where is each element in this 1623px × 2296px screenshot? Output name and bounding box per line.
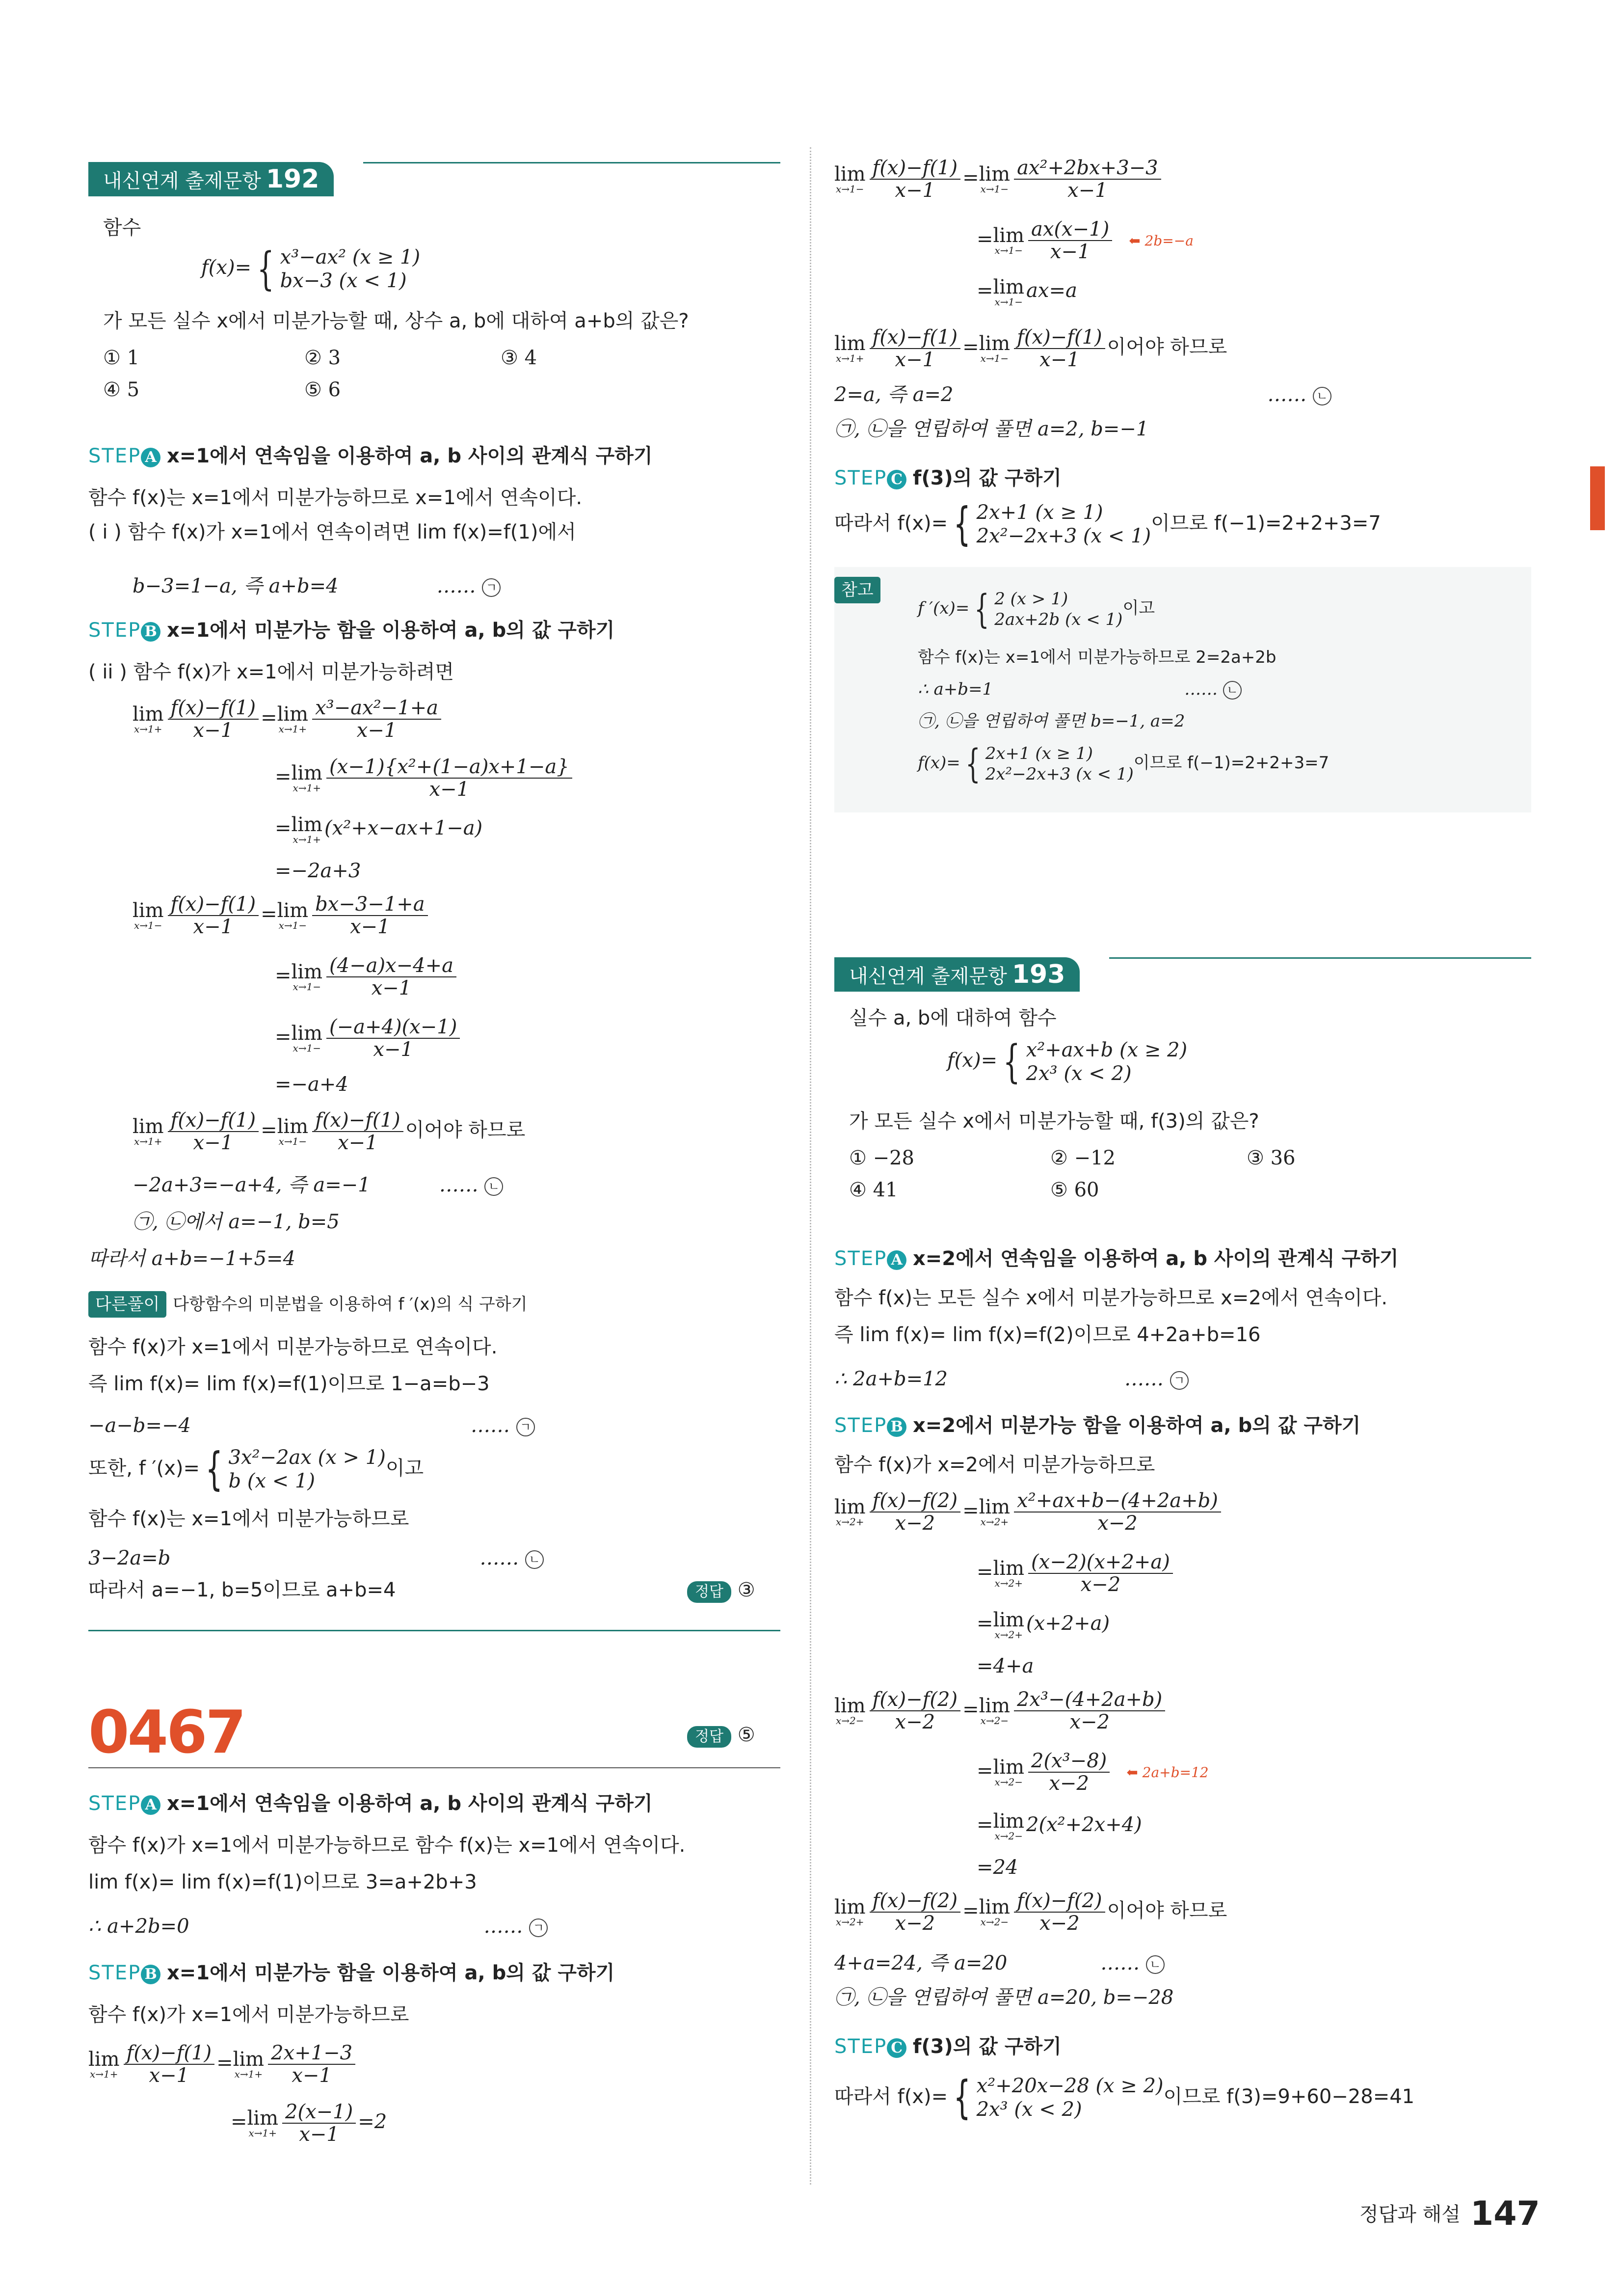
section-divider xyxy=(88,1767,780,1768)
problem-question: 가 모든 실수 x에서 미분가능할 때, 상수 a, b에 대하여 a+b의 값은? xyxy=(103,310,689,332)
text-line: 함수 f(x)는 모든 실수 x에서 미분가능하므로 x=2에서 연속이다. xyxy=(834,1287,1388,1309)
text-line: 즉 lim f(x)= lim f(x)=f(2)이므로 4+2a+b=16 xyxy=(834,1324,1261,1346)
equation-line: lim x→2− $\frac{f(x)-f(2)}{x-2}$ = lim x→2− $\frac{\text{2x³−(4+2a+b)}}{x-2}$ xyxy=(834,1689,1167,1733)
text-line: 따라서 a=−1, b=5이므로 a+b=4 xyxy=(88,1579,396,1601)
text-line: −2a+3=−a+4, 즉 a=−1 …… ㄴ xyxy=(133,1173,503,1197)
text-line: 따라서 f(x)= { x²+20x−28 (x ≥ 2) 2x³ (x < 2)이므로 f(3)=9+60−28=41 xyxy=(834,2071,1415,2124)
text-line: 4+a=24, 즉 a=20 …… ㄴ xyxy=(834,1951,1165,1975)
choice-2: ② −12 xyxy=(1050,1147,1116,1169)
equation-line: = lim x→2+ $\frac{(x-2)(x+2+a)}{x-2}$ xyxy=(977,1551,1175,1595)
equation-line: = lim x→2− 2(x²+2x+4) xyxy=(977,1810,1142,1842)
answer-192: 정답 ③ xyxy=(687,1578,755,1603)
text-line: 함수 f(x)는 x=1에서 미분가능하므로 xyxy=(88,1508,409,1530)
step-a-heading: STEP A x=1에서 연속임을 이용하여 a, b 사이의 관계식 구하기 xyxy=(88,1792,653,1815)
choice-1: ① −28 xyxy=(849,1147,914,1169)
text-line: 3−2a=b …… ㄴ xyxy=(88,1546,544,1570)
choice-1: ① 1 xyxy=(103,347,140,369)
section-divider xyxy=(88,1630,780,1631)
problem-question: 가 모든 실수 x에서 미분가능할 때, f(3)의 값은? xyxy=(849,1110,1259,1133)
text-line: 함수 f(x)가 x=1에서 미분가능하므로 xyxy=(88,2003,409,2026)
equation-line: lim x→1− $\frac{f(x)-f(1)}{x-1}$ = lim x→1− $\frac{\text{ax²+2bx+3−3}}{x-1}$ xyxy=(834,157,1163,201)
text-line: 따라서 a+b=−1+5=4 xyxy=(88,1247,296,1270)
equation-line: = lim x→2− $\frac{\text{2(x³−8)}}{x-2}$ ⬅ 2a+b=12 xyxy=(977,1750,1209,1795)
text-line: 함수 f(x)가 x=1에서 미분가능하므로 함수 f(x)는 x=1에서 연속이다. xyxy=(88,1834,686,1857)
equation-line: =−a+4 xyxy=(275,1073,348,1096)
text-line: 함수 f(x)는 x=1에서 미분가능하므로 x=1에서 연속이다. xyxy=(88,486,583,509)
problem-number-0467: 0467 xyxy=(88,1699,244,1767)
choice-4: ④ 5 xyxy=(103,378,140,401)
equation-line: = lim x→1− ax=a xyxy=(977,276,1077,308)
step-b-heading: STEP B x=1에서 미분가능 함을 이용하여 a, b의 값 구하기 xyxy=(88,1962,615,1984)
reference-badge: 참고 xyxy=(834,577,880,603)
equation-line: = lim x→1+ (x²+x−ax+1−a) xyxy=(275,813,483,845)
text-line: 또한, f ′(x)= { 3x²−2ax (x > 1) b (x < 1)이고 xyxy=(88,1443,424,1495)
text-line: −a−b=−4 …… ㄱ xyxy=(88,1414,535,1437)
equation-line: lim x→1− $\frac{f(x)-f(1)}{x-1}$ = lim x→1− $\frac{bx-3-1+a}{x-1}$ xyxy=(133,893,430,938)
equation-line: =24 xyxy=(977,1856,1018,1879)
text-line: ㉠, ㉡을 연립하여 풀면 a=2, b=−1 xyxy=(834,418,1149,440)
text-line: ∴ a+b=1 …… ㄴ xyxy=(918,677,1242,701)
equation-line: = lim x→1+ $\frac{2(x-1)}{x-1}$ =2 xyxy=(231,2101,387,2146)
piecewise-function: f(x)= { x³−ax² (x ≥ 1) bx−3 (x < 1) xyxy=(201,243,421,295)
text-line: ∴ a+2b=0 …… ㄱ xyxy=(88,1915,548,1938)
text-line: lim f(x)= lim f(x)=f(1)이므로 3=a+2b+3 xyxy=(88,1871,477,1893)
text-line: b−3=1−a, 즉 a+b=4 …… ㄱ xyxy=(133,574,501,598)
step-a-heading: STEP A x=2에서 연속임을 이용하여 a, b 사이의 관계식 구하기 xyxy=(834,1247,1399,1270)
choice-2: ② 3 xyxy=(304,347,341,369)
choice-5: ⑤ 60 xyxy=(1050,1179,1099,1201)
text-line: ( ii ) 함수 f(x)가 x=1에서 미분가능하려면 xyxy=(88,661,454,683)
equation-line: = lim x→1− $\frac{(4-a)x-4+a}{x-1}$ xyxy=(275,955,458,999)
text-line: 함수 f(x)가 x=2에서 미분가능하므로 xyxy=(834,1454,1155,1476)
step-b-heading: STEP B x=2에서 미분가능 함을 이용하여 a, b의 값 구하기 xyxy=(834,1414,1361,1437)
text-line: ㉠, ㉡에서 a=−1, b=5 xyxy=(133,1211,340,1233)
equation-line: = lim x→1− $\frac{ax(x-1)}{x-1}$ ⬅ 2b=−a xyxy=(977,218,1194,263)
text-line: 2=a, 즉 a=2 …… ㄴ xyxy=(834,383,1331,406)
step-c-heading: STEP C f(3)의 값 구하기 xyxy=(834,2035,1062,2058)
equation-line: = lim x→1+ $\frac{\text{(x−1)\{x²+(1−a)x+1−a\}}}{x-1}$ xyxy=(275,756,574,800)
equation-line: lim x→1+ $\frac{f(x)-f(1)}{x-1}$ = lim x→1+ $\frac{2x+1-3}{x-1}$ xyxy=(88,2042,357,2086)
choice-5: ⑤ 6 xyxy=(304,378,341,401)
answer-467: 정답 ⑤ xyxy=(687,1723,755,1748)
problem-intro: 함수 xyxy=(103,216,141,239)
step-a-heading: STEP A x=1에서 연속임을 이용하여 a, b 사이의 관계식 구하기 xyxy=(88,445,653,467)
text-line: 함수 f(x)가 x=1에서 미분가능하므로 연속이다. xyxy=(88,1336,498,1358)
equation-line: lim x→1+ $\frac{f(x)-f(1)}{x-1}$ = lim x→1+ $\frac{\text{x³−ax²−1+a}}{x-1}$ xyxy=(133,697,443,741)
step-b-heading: STEP B x=1에서 미분가능 함을 이용하여 a, b의 값 구하기 xyxy=(88,619,615,642)
equation-line: =4+a xyxy=(977,1655,1034,1677)
choice-3: ③ 36 xyxy=(1247,1147,1296,1169)
column-divider xyxy=(810,147,811,2185)
equation-line: lim x→2+ $\frac{f(x)-f(2)}{x-2}$ = lim x→2− $\frac{f(x)-f(2)}{x-2}$ 이어야 하므로 xyxy=(834,1890,1227,1935)
text-line: 즉 lim f(x)= lim f(x)=f(1)이므로 1−a=b−3 xyxy=(88,1373,490,1395)
problem-intro: 실수 a, b에 대하여 함수 xyxy=(849,1007,1057,1029)
text-line: f ′(x)= { 2 (x > 1) 2ax+2b (x < 1)이고 xyxy=(918,586,1155,632)
page-footer: 정답과 해설 147 xyxy=(1359,2194,1540,2233)
step-c-heading: STEP C f(3)의 값 구하기 xyxy=(834,467,1062,489)
text-line: 따라서 f(x)= { 2x+1 (x ≥ 1) 2x²−2x+3 (x < 1)이므로 f(−1)=2+2+3=7 xyxy=(834,498,1381,550)
equation-line: lim x→1+ $\frac{f(x)-f(1)}{x-1}$ = lim x→1− $\frac{f(x)-f(1)}{x-1}$ 이어야 하므로 xyxy=(133,1109,526,1154)
equation-line: =−2a+3 xyxy=(275,860,361,882)
equation-line: lim x→1+ $\frac{f(x)-f(1)}{x-1}$ = lim x→1− $\frac{f(x)-f(1)}{x-1}$ 이어야 하므로 xyxy=(834,326,1227,371)
piecewise-function: f(x)= { x²+ax+b (x ≥ 2) 2x³ (x < 2) xyxy=(947,1035,1188,1088)
text-line: f(x)= { 2x+1 (x ≥ 1) 2x²−2x+3 (x < 1)이므로 f(−1)=2+2+3=7 xyxy=(918,741,1330,786)
choice-4: ④ 41 xyxy=(849,1179,898,1201)
choice-3: ③ 4 xyxy=(501,347,537,369)
alt-solution-heading: 다른풀이 다항함수의 미분법을 이용하여 f ′(x)의 식 구하기 xyxy=(88,1291,528,1318)
text-line: ㉠, ㉡을 연립하여 풀면 b=−1, a=2 xyxy=(918,711,1185,731)
text-line: 함수 f(x)는 x=1에서 미분가능하므로 2=2a+2b xyxy=(918,648,1277,667)
text-line: ㉠, ㉡을 연립하여 풀면 a=20, b=−28 xyxy=(834,1986,1174,2009)
chapter-tab xyxy=(1590,466,1605,530)
equation-line: = lim x→1− $\frac{(-a+4)(x-1)}{x-1}$ xyxy=(275,1016,462,1060)
equation-line: = lim x→2+ (x+2+a) xyxy=(977,1609,1110,1641)
text-line: ( i ) 함수 f(x)가 x=1에서 연속이려면 lim f(x)=f(1)에서 xyxy=(88,521,576,543)
equation-line: lim x→2+ $\frac{f(x)-f(2)}{x-2}$ = lim x→2+ $\frac{\text{x²+ax+b−(4+2a+b)}}{x-2}$ xyxy=(834,1490,1223,1534)
text-line: ∴ 2a+b=12 …… ㄱ xyxy=(834,1367,1189,1391)
